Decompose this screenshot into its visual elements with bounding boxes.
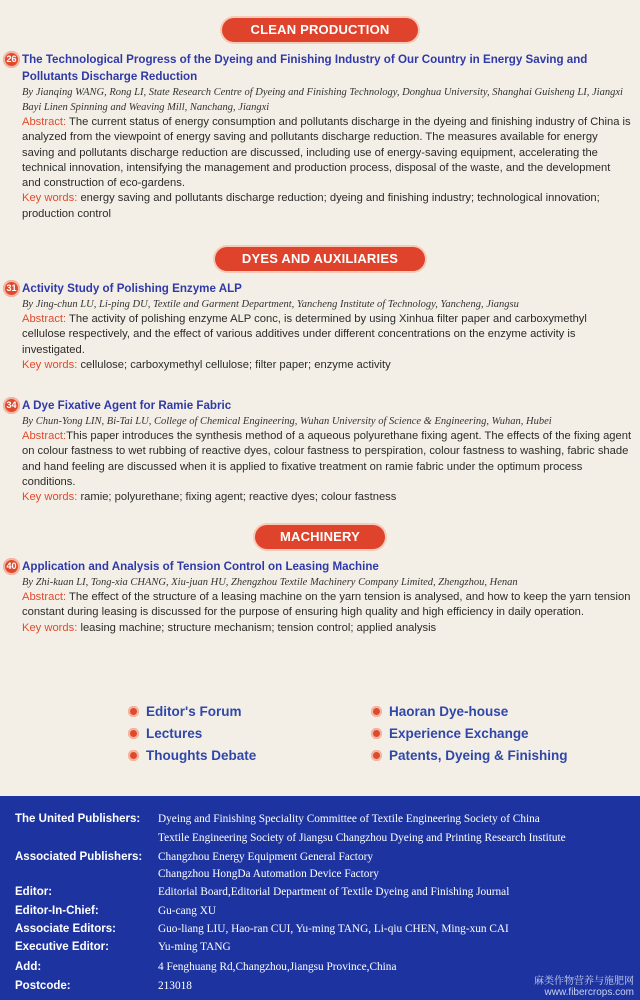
column-haoran-dye-house[interactable] xyxy=(371,704,508,719)
footer-value: 213018 xyxy=(158,980,192,992)
footer-value: 4 Fenghuang Rd,Changzhou,Jiangsu Province,China xyxy=(158,961,397,973)
watermark-line-2: www.fibercrops.com xyxy=(544,987,634,998)
footer-label: Associated Publishers: xyxy=(15,851,143,863)
bullet-icon xyxy=(128,706,139,717)
footer-label: Editor: xyxy=(15,886,53,898)
article-abstract xyxy=(22,312,632,358)
keywords-label: Key words: xyxy=(22,192,78,205)
article-byline: By Jing-chun LU, Li-ping DU, Textile and Garment Department, Yancheng Institute of Technology, Yancheng, Jiangsu xyxy=(22,299,519,310)
column-label: Experience Exchange xyxy=(389,726,529,741)
article-keywords xyxy=(22,191,632,222)
keywords-text: ramie; polyurethane; fixing agent; reactive dyes; colour fastness xyxy=(77,491,397,504)
article-byline: By Zhi-kuan LI, Tong-xia CHANG, Xiu-juan HU, Zhengzhou Textile Machinery Company Limited, Zhengzhou, Henan xyxy=(22,577,518,588)
footer-value: Guo-liang LIU, Hao-ran CUI, Yu-ming TANG, Li-qiu CHEN, Ming-xun CAI xyxy=(158,923,509,935)
article-abstract xyxy=(22,590,632,621)
article-title[interactable]: Activity Study of Polishing Enzyme ALP xyxy=(22,282,242,295)
article-abstract xyxy=(22,115,632,191)
column-lectures[interactable] xyxy=(128,726,202,741)
page-number-badge: 40 xyxy=(3,558,20,575)
article-title[interactable]: The Technological Progress of the Dyeing and Finishing Industry of Our Country in Energy Saving and Pollutants Discharge Reduction xyxy=(22,53,588,83)
column-editors-forum[interactable] xyxy=(128,704,241,719)
article-tension-control xyxy=(6,558,632,636)
abstract-label: Abstract: xyxy=(22,313,67,325)
column-label: Lectures xyxy=(146,726,203,741)
footer-value: Dyeing and Finishing Speciality Committee of Textile Engineering Society of China xyxy=(158,813,540,825)
footer-label: Postcode: xyxy=(15,980,71,992)
abstract-text: The effect of the structure of a leasing machine on the yarn tension is analysed, and how to keep the yarn tension constant during leasing is discussed for the purpose of ensuring high quality and high efficiency in daily operation. xyxy=(22,591,631,619)
footer-value: Changzhou HongDa Automation Device Factory xyxy=(158,868,379,880)
footer-label: Add: xyxy=(15,961,42,973)
keywords-label: Key words: xyxy=(22,358,78,371)
article-title[interactable]: Application and Analysis of Tension Control on Leasing Machine xyxy=(22,560,379,573)
keywords-text: energy saving and pollutants discharge reduction; dyeing and finishing industry; technological innovation; production control xyxy=(22,192,600,220)
column-thoughts-debate[interactable] xyxy=(128,748,256,763)
section-header-clean-production: CLEAN PRODUCTION xyxy=(222,18,418,42)
keywords-label: Key words: xyxy=(22,621,78,634)
column-label: Editor's Forum xyxy=(146,704,242,719)
footer-value: Textile Engineering Society of Jiangsu Changzhou Dyeing and Printing Research Institute xyxy=(158,832,566,844)
columns-list xyxy=(0,700,640,780)
abstract-text: The current status of energy consumption and pollutants discharge in the dyeing and finishing industry of China is analyzed from the viewpoint of energy saving and pollutants discharge reduction. The measures available for energy saving and pollutants discharge reduction are discussed, including use of energy-saving equipment, accelerating the technical innovation, intensifying the management and production process, disposal of the waste, and the development and construction of eco-gardens. xyxy=(22,116,631,190)
abstract-text: The activity of polishing enzyme ALP conc, is determined by using Xinhua filter paper and carboxymethyl cellulose respectively, and the effect of various additives under different concentrations on the enzyme activity is investigated. xyxy=(22,313,587,356)
footer-label: Associate Editors: xyxy=(15,923,116,935)
article-abstract xyxy=(22,429,632,490)
article-keywords xyxy=(22,621,632,636)
page-number-badge: 34 xyxy=(3,397,20,414)
column-patents-dyeing-finishing[interactable] xyxy=(371,748,568,763)
abstract-label: Abstract: xyxy=(22,430,67,442)
section-header-machinery: MACHINERY xyxy=(255,525,385,549)
article-dye-fixative xyxy=(6,397,632,505)
footer-label: The United Publishers: xyxy=(15,813,141,825)
footer-label: Executive Editor: xyxy=(15,941,109,953)
bullet-icon xyxy=(371,706,382,717)
column-label: Haoran Dye-house xyxy=(389,704,509,719)
site-watermark xyxy=(534,976,634,998)
keywords-text: cellulose; carboxymethyl cellulose; filter paper; enzyme activity xyxy=(77,358,391,371)
abstract-label: Abstract: xyxy=(22,116,67,128)
footer-value: Gu-cang XU xyxy=(158,905,217,917)
section-header-dyes-auxiliaries: DYES AND AUXILIARIES xyxy=(215,247,425,271)
keywords-text: leasing machine; structure mechanism; tension control; applied analysis xyxy=(77,621,437,634)
article-polishing-enzyme xyxy=(6,280,632,373)
article-title[interactable]: A Dye Fixative Agent for Ramie Fabric xyxy=(22,399,232,412)
abstract-label: Abstract: xyxy=(22,591,67,603)
watermark-line-1: 麻类作物营养与施肥网 xyxy=(534,976,634,987)
column-experience-exchange[interactable] xyxy=(371,726,529,741)
masthead-footer xyxy=(0,796,640,1000)
column-label: Patents, Dyeing & Finishing xyxy=(389,748,568,763)
bullet-icon xyxy=(371,750,382,761)
bullet-icon xyxy=(128,728,139,739)
keywords-label: Key words: xyxy=(22,491,78,504)
article-keywords xyxy=(22,358,632,373)
footer-value: Editorial Board,Editorial Department of Textile Dyeing and Finishing Journal xyxy=(158,886,510,898)
column-label: Thoughts Debate xyxy=(146,748,257,763)
footer-value: Yu-ming TANG xyxy=(158,941,231,953)
bullet-icon xyxy=(128,750,139,761)
abstract-text: This paper introduces the synthesis method of a aqueous polyurethane fixing agent. The effects of the fixing agent on colour fastness to wet rubbing of reactive dyes, colour fastness to perspiration, colour fastness to washing, fabric shade and hand feeling are discussed when it is applied to fixative treatment on ramie fabric under the optimum process conditions. xyxy=(22,430,632,488)
page-number-badge: 26 xyxy=(3,51,20,68)
bullet-icon xyxy=(371,728,382,739)
article-keywords xyxy=(22,490,632,505)
article-energy-saving xyxy=(6,51,632,222)
footer-label: Editor-In-Chief: xyxy=(15,905,99,917)
article-byline: By Chun-Yong LIN, Bi-Tai LU, College of Chemical Engineering, Wuhan University of Science & Engineering, Wuhan, Hubei xyxy=(22,416,552,427)
footer-value: Changzhou Energy Equipment General Factory xyxy=(158,851,373,863)
article-byline: By Jianqing WANG, Rong LI, State Research Centre of Dyeing and Finishing Technology, Donghua University, Shanghai Guisheng LI, Jiangxi Bayi Linen Spinning and Weaving Mill, Nanchang, Jiangxi xyxy=(22,87,623,113)
page-number-badge: 31 xyxy=(3,280,20,297)
